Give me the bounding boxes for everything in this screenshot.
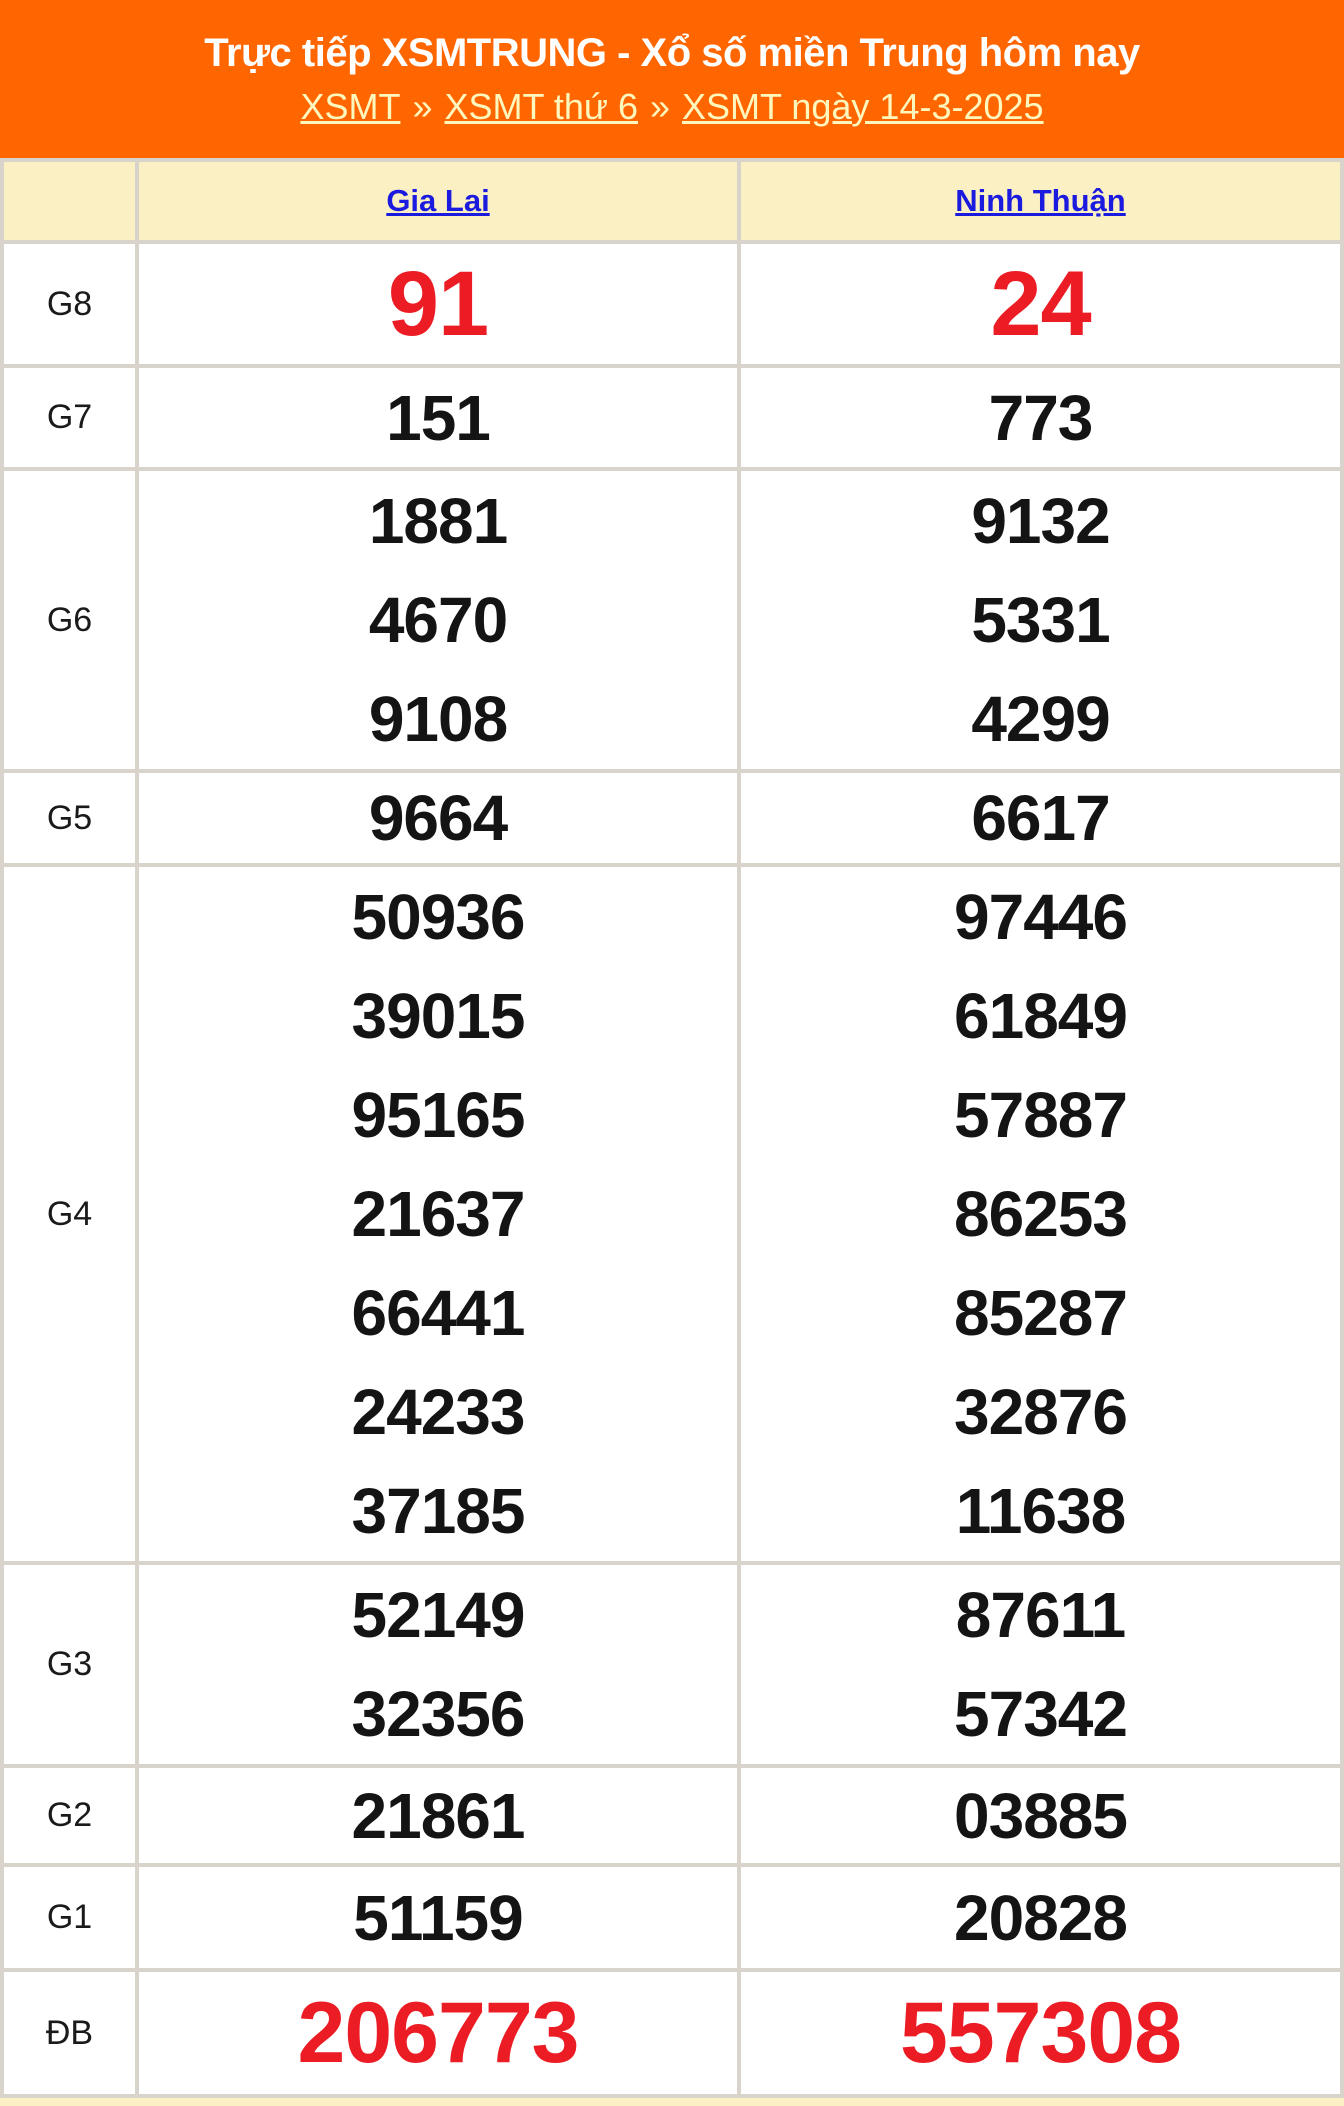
result-cell-ninh-thuan-g2 xyxy=(741,1768,1340,1863)
prize-label: G1 xyxy=(46,1898,93,1936)
result-cell-gia-lai-db xyxy=(139,1972,737,2094)
prize-label: G2 xyxy=(46,1796,93,1834)
prize-label: G6 xyxy=(46,600,93,639)
prize-label-cell xyxy=(4,244,135,364)
breadcrumb-separator: » xyxy=(649,85,671,127)
result-number: 86253 xyxy=(954,1177,1127,1250)
result-cell-ninh-thuan-db xyxy=(741,1972,1340,2094)
prize-label: ĐB xyxy=(45,2013,94,2052)
result-cell-gia-lai-g4 xyxy=(139,867,737,1561)
result-cell-ninh-thuan-g4 xyxy=(741,867,1340,1561)
result-cell-gia-lai-g7 xyxy=(139,368,737,467)
result-number: 91 xyxy=(387,253,489,355)
province-header-ninh-thuan xyxy=(741,162,1340,240)
table-row-g5 xyxy=(4,773,1340,863)
table-row-g4 xyxy=(4,867,1340,1561)
result-number: 11638 xyxy=(955,1475,1126,1548)
prize-label: G4 xyxy=(46,1194,93,1233)
result-cell-gia-lai-g6 xyxy=(139,471,737,769)
prize-label-cell xyxy=(4,368,135,467)
result-number: 20828 xyxy=(954,1881,1127,1954)
result-number: 61849 xyxy=(954,979,1127,1052)
province-header-gia-lai xyxy=(139,162,737,240)
breadcrumb-link-xsmt-date[interactable]: XSMT ngày 14-3-2025 xyxy=(682,85,1044,127)
result-number: 85287 xyxy=(954,1277,1127,1350)
result-cell-ninh-thuan-g6 xyxy=(741,471,1340,769)
corner-cell xyxy=(4,162,135,240)
prize-label: G3 xyxy=(46,1645,93,1683)
result-number: 97446 xyxy=(954,880,1127,953)
result-cell-ninh-thuan-g5 xyxy=(741,773,1340,863)
result-number: 24233 xyxy=(351,1376,525,1449)
result-cell-gia-lai-g5 xyxy=(139,773,737,863)
province-link-gia-lai[interactable]: Gia Lai xyxy=(386,183,490,218)
result-number: 773 xyxy=(988,381,1093,454)
result-cell-gia-lai-g8 xyxy=(139,244,737,364)
result-cell-gia-lai-g3 xyxy=(139,1565,737,1764)
table-row-g8 xyxy=(4,244,1340,364)
page-header xyxy=(0,0,1344,158)
result-cell-ninh-thuan-g3 xyxy=(741,1565,1340,1764)
result-number: 206773 xyxy=(297,1985,579,2081)
prize-label: G7 xyxy=(46,398,93,436)
result-number: 50936 xyxy=(351,880,525,953)
prize-label-cell xyxy=(4,471,135,769)
table-row-g1 xyxy=(4,1867,1340,1968)
result-number: 32356 xyxy=(351,1678,525,1751)
prize-label-cell xyxy=(4,1972,135,2094)
result-cell-gia-lai-g1 xyxy=(139,1867,737,1968)
result-number: 9132 xyxy=(971,484,1110,557)
result-number: 9664 xyxy=(368,782,508,854)
result-cell-gia-lai-g2 xyxy=(139,1768,737,1863)
result-number: 4299 xyxy=(971,683,1110,756)
result-number: 66441 xyxy=(351,1277,525,1350)
prize-label: G8 xyxy=(46,284,93,323)
result-number: 57342 xyxy=(954,1678,1127,1751)
result-number: 6617 xyxy=(971,782,1110,854)
table-row-db xyxy=(4,1972,1340,2094)
prize-label-cell xyxy=(4,773,135,863)
result-number: 51159 xyxy=(353,1881,523,1954)
next-section-strip xyxy=(0,2098,1344,2106)
breadcrumb-link-xsmt-thu-6[interactable]: XSMT thứ 6 xyxy=(444,85,638,127)
result-cell-ninh-thuan-g1 xyxy=(741,1867,1340,1968)
result-cell-ninh-thuan-g7 xyxy=(741,368,1340,467)
result-number: 39015 xyxy=(351,979,525,1052)
result-number: 21637 xyxy=(351,1177,525,1250)
breadcrumb-link-xsmt[interactable]: XSMT xyxy=(300,85,401,127)
result-number: 557308 xyxy=(900,1985,1181,2081)
breadcrumb-separator: » xyxy=(412,85,433,127)
table-header-row xyxy=(4,162,1340,240)
result-number: 1881 xyxy=(368,484,508,557)
result-number: 151 xyxy=(386,381,490,454)
prize-label-cell xyxy=(4,867,135,1561)
page-title: Trực tiếp XSMTRUNG - Xổ số miền Trung hôm nay xyxy=(204,30,1140,75)
table-row-g7 xyxy=(4,368,1340,467)
result-number: 03885 xyxy=(954,1779,1127,1852)
results-table xyxy=(0,158,1344,2098)
result-cell-ninh-thuan-g8 xyxy=(741,244,1340,364)
table-row-g2 xyxy=(4,1768,1340,1863)
prize-label: G5 xyxy=(46,798,93,837)
result-number: 57887 xyxy=(954,1078,1127,1151)
result-number: 32876 xyxy=(954,1376,1127,1449)
result-number: 4670 xyxy=(368,583,508,656)
prize-label-cell xyxy=(4,1565,135,1764)
result-number: 95165 xyxy=(351,1078,525,1151)
result-number: 5331 xyxy=(971,583,1110,656)
result-number: 87611 xyxy=(955,1578,1126,1651)
table-row-g3 xyxy=(4,1565,1340,1764)
province-link-ninh-thuan[interactable]: Ninh Thuận xyxy=(955,183,1126,218)
result-number: 24 xyxy=(990,253,1091,355)
prize-label-cell xyxy=(4,1867,135,1968)
prize-label-cell xyxy=(4,1768,135,1863)
result-number: 21861 xyxy=(351,1779,525,1852)
breadcrumb xyxy=(300,86,1043,128)
result-number: 9108 xyxy=(368,683,508,756)
result-number: 37185 xyxy=(351,1475,525,1548)
table-row-g6 xyxy=(4,471,1340,769)
result-number: 52149 xyxy=(351,1578,525,1651)
